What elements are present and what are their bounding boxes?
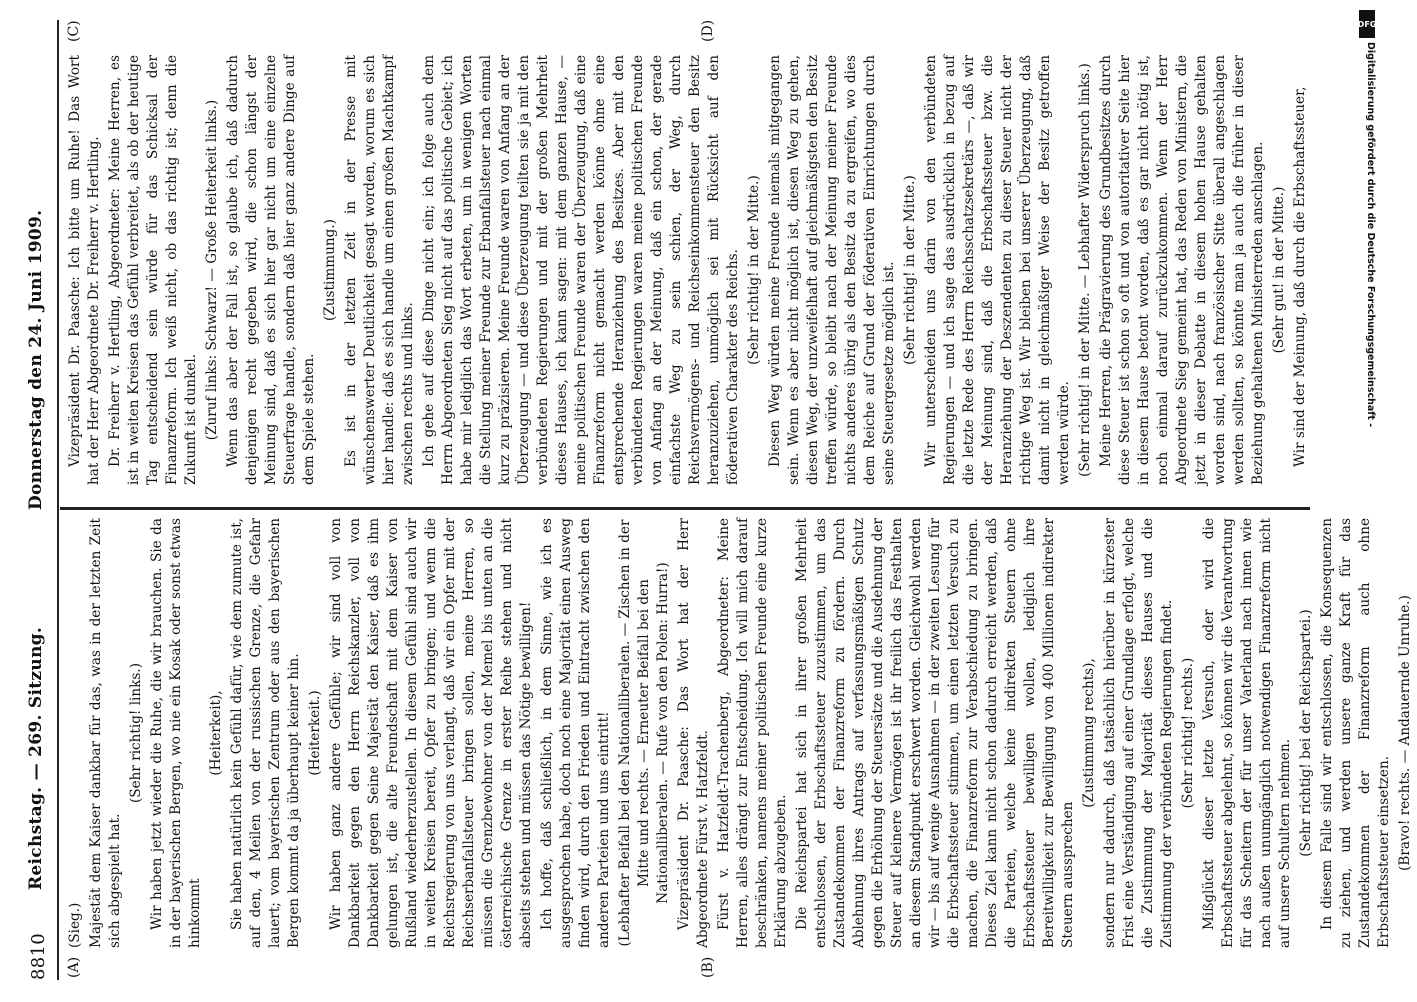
paragraph: Ich gehe auf diese Dinge nicht ein; ich folge auch dem Herrn Abgeordneten Sieg nicht auf das politische Gebiet; ich habe mir lediglich das Wort erbeten, um in wenigen Worten die Stellung meiner Freunde zur Erbanfallsteuer nach einmal kurz zu präzisieren. Meine Freunde waren von Anfang an der Überzeugung — und diese Überzeugung teilten sie ja mit den verbündeten Regierungen und mit der großen Mehrheit dieses Hauses, ich kann sagen: mit dem ganzen Hause, — meine politischen Freunde waren der Überzeugung, daß eine Finanzreform nicht gemacht werden könne ohne eine entsprechende Heranziehung des Besitzes. Aber mit den verbündeten Regierungen waren meine politischen Freunde von Anfang an der Meinung, daß ein schon, der gerade einfachste Weg zu sein schien, der Weg, durch Reichsvermögens- und Reichseinkommensteuer den Besitz heranzuziehen, unmöglich sei mit Rücksicht auf den föderativen Charakter des Reichs. [421,55,741,485]
interjection: (Bravo! rechts. — Andauernde Unruhe.) [1397,595,1413,871]
left-text-column [66,518,1417,948]
margin-marker-a: (A) [66,956,82,978]
paragraph: Wenn das aber der Fall ist, so glaube ich, daß dadurch denjenigen recht gegeben wird, die schon längst der Meinung sind, daß es sich hier gar nicht um eine einzelne Steuerfrage handle, sondern daß hier ganz andere Dinge auf dem Spiele stehen. [225,55,317,485]
paragraph: sondern nur dadurch, daß tatsächlich hierüber in kürzester Frist eine Verständigung auf einer Grundlage erfolgt, welche die Zustimmung der Majorität dieses Hauses und die Zustimmung der verbündeten Regierungen findet. [1102,518,1175,948]
paragraph: Vizepräsident Dr. Paasche: Ich bitte um Ruhe! Das Wort hat der Herr Abgeordnete Dr. Freiherr v. Hertling. [67,55,102,485]
paragraph: Meine Herren, die Prägravierung des Grundbesitzes durch diese Steuer ist schon so oft und von autoritativer Seite hier in diesem Hause betont worden, daß es gar nicht nötig ist, noch einmal darauf zurückzukommen. Wenn der Herr Abgeordnete Sieg gemeint hat, das Reden von Ministern, die jetzt in dieser Debatte in diesem hohen Hause gehalten worden sind, nach französischer Sitte überall angeschlagen werden sollten, so könnte man ja auch die früher in dieser Beziehung gehaltenen Ministerreden anschlagen. [1098,55,1266,485]
paragraph: Mißglückt dieser letzte Versuch, oder wird die Erbschaftssteuer abgelehnt, so können wir die Verantwortung für das Scheitern der für unser Vaterland nach innen wie nach außen unumgänglich notwendigen Finanzreform nicht auf unsere Schultern nehmen. [1201,518,1293,948]
paragraph: Wir sind der Meinung, daß durch die Erbschaftssteuer, [1292,86,1308,467]
paragraph: Fürst v. Hatzfeldt-Trachenberg, Abgeordneter: Meine Herren, alles drängt zur Entscheidung. Ich will mich darauf beschränken, namens meiner politischen Freunde eine kurze Erklärung abzugeben. [716,518,789,948]
paragraph: (Sieg.) [67,902,83,948]
interjection: (Sehr richtig! in der Mitte.) [746,175,762,365]
interjection: (Sehr gut! in der Mitte.) [1271,186,1287,354]
interjection: (Sehr richtig! in der Mitte. — Lebhafter Widerspruch links.) [1077,63,1093,477]
paragraph: Sie haben natürlich kein Gefühl dafür, wie dem zumute ist, auf den, 4 Meilen von der russischen Grenze, die Gefahr lauert; vom bayerischen Zentrum oder aus den bayerischen Bergen kommt da ja überhaupt keiner hin. [229,518,302,948]
interjection: (Sehr richtig! links.) [128,662,144,804]
paragraph: In diesem Falle sind wir entschlossen, die Konsequenzen zu ziehen, und werden unsere ganze Kraft für das Zustandekommen der Finanzreform auch ohne Erbschaftssteuer einsetzen. [1319,518,1392,948]
margin-marker-b: (B) [700,956,716,978]
interjection: (Lebhafter Beifall bei den Nationalliberalen. — Zischen in der Mitte und rechts. — Erneuter Beifall bei den Nationalliberalen. — Rufe von den Polen: Hurra!) [617,519,671,947]
header-right-title: Donnerstag den 24. Juni 1909. [26,209,46,510]
digitization-note-text: Digitalisierung gefördert durch die Deutsche Forschungsgemeinschaft - [1365,42,1376,428]
dfg-logo: DFG [1359,10,1375,38]
interjection: (Heiterkeit), [208,690,224,776]
interjection: (Heiterkeit.) [307,690,323,776]
header-left-title: Reichstag. — 269. Sitzung. [26,626,46,890]
margin-marker-d: (D) [700,19,716,42]
right-text-column [66,55,1312,485]
paragraph: Die Reichspartei hat sich in ihrer großen Mehrheit entschlossen, der Erbschaftssteuer zuzustimmen, um das Zustandekommen der Finanzreform zu fördern. Durch Ablehnung ihres Antrags auf verfassungsmäßigen Schutz gegen die Erhöhung der Steuersätze und die Ausdehnung der Steuer auf kleinere Vermögen ist ihr freilich das Festhalten an diesem Standpunkt erschwert worden. Gleichwohl werden wir — bis auf wenige Ausnahmen — in der zweiten Lesung für die Erbschaftssteuer stimmen, um einen letzten Versuch zu machen, die Finanzreform zur Verabschiedung zu bringen. Dieses Ziel kann nicht schon dadurch erreicht werden, daß die Parteien, welche keine indirekten Steuern ohne Erbschaftssteuer bewilligen wollen, lediglich ihre Bereitwilligkeit zur Bewilligung von 400 Millionen indirekter Steuern aussprechen [794,518,1076,948]
paragraph: Es ist in der letzten Zeit in der Presse mit wünschenswerter Deutlichkeit gesagt worden, worum es sich hier handle: daß es sich handle um einen großen Machtkampf zwischen rechts und links. [343,55,416,485]
interjection: (Sehr richtig! bei der Reichspartei.) [1298,609,1314,857]
page-number: 8810 [28,932,49,980]
interjection: (Sehr richtig! rechts.) [1180,657,1196,809]
column-divider [60,507,1310,510]
paragraph: Ich hoffe, daß schließlich, in dem Sinne, wie ich es ausgesprochen habe, doch noch eine Majorität einen Ausweg finden wird, durch den Frieden und Eintracht zwischen den anderen Parteien und uns eintritt! [539,518,612,948]
page-header [20,20,60,980]
margin-marker-c: (C) [66,20,82,42]
interjection: (Zustimmung.) [322,219,338,321]
paragraph: Wir haben jetzt wieder die Ruhe, die wir brauchen. Sie da in der bayerischen Bergen, wo nie ein Kosak oder sonst etwas hinkommt [149,518,203,948]
interjection: (Sehr richtig! in der Mitte.) [902,175,918,365]
paragraph: Majestät dem Kaiser dankbar für das, was in der letzten Zeit sich abgespielt hat. [88,518,123,948]
digitization-note [1358,8,1378,988]
paragraph: Vizepräsident Dr. Paasche: Das Wort hat der Herr Abgeordnete Fürst v. Hatzfeldt. [676,518,711,948]
paragraph: Dr. Freiherr v. Hertling, Abgeordneter: Meine Herren, es ist in weiten Kreisen das Gefühl verbreitet, als ob der heutige Tag entscheidend sein würde für das Schicksal der Finanzreform. Ich weiß nicht, ob das richtig ist; denn die Zukunft ist dunkel. [107,55,199,485]
header-rule [57,20,59,980]
paragraph: Diesen Weg würden meine Freunde niemals mitgegangen sein. Wenn es aber nicht möglich ist, diesen Weg zu gehen, diesen Weg, der unzweifelhaft auf gleichmäßigsten den Besitz treffen würde, so bleibt nach der Meinung meiner Freunde nichts anderes übrig als den Besitz da zu ergreifen, wo dies dem Reiche auf Grund der föderativen Einrichtungen durch seine Steuergesetze möglich ist. [767,55,897,485]
paragraph: Wir haben ganz andere Gefühle; wir sind voll von Dankbarkeit gegen den Herrn Reichskanzler, voll von Dankbarkeit gegen Seine Majestät den Kaiser, daß es ihm gelungen ist, die alte Freundschaft mit dem Kaiser von Rußland wiederherzustellen. In diesem Gefühl sind auch wir in weiten Kreisen bereit, Opfer zu bringen; und wenn die Reichsregierung von uns verlangt, daß wir ein Opfer mit der Reichserbanfallsteuer bringen sollen, meine Herren, so müssen die Grenzbewohner von der Memel bis unten an die österreichische Grenze in erster Reihe stehen und nicht abseits stehen und müssen das Nötige bewilligen! [328,518,534,948]
interjection: (Zuruf links: Schwarz! — Große Heiterkeit links.) [204,99,220,441]
interjection: (Zustimmung rechts), [1081,658,1097,808]
paragraph: Wir unterscheiden uns darin von den verbündeten Regierungen — und ich sage das ausdrücklich in bezug auf die letzte Rede des Herrn Reichsschatzsekretärs —, daß wir der Meinung sind, daß die Erbschaftssteuer bzw. die Heranziehung der Deszendenten zu dieser Steuer nicht der richtige Weg ist. Wir bleiben bei unserer Überzeugung, daß damit nicht in gleichmäßiger Weise der Besitz getroffen werden würde. [923,55,1072,485]
